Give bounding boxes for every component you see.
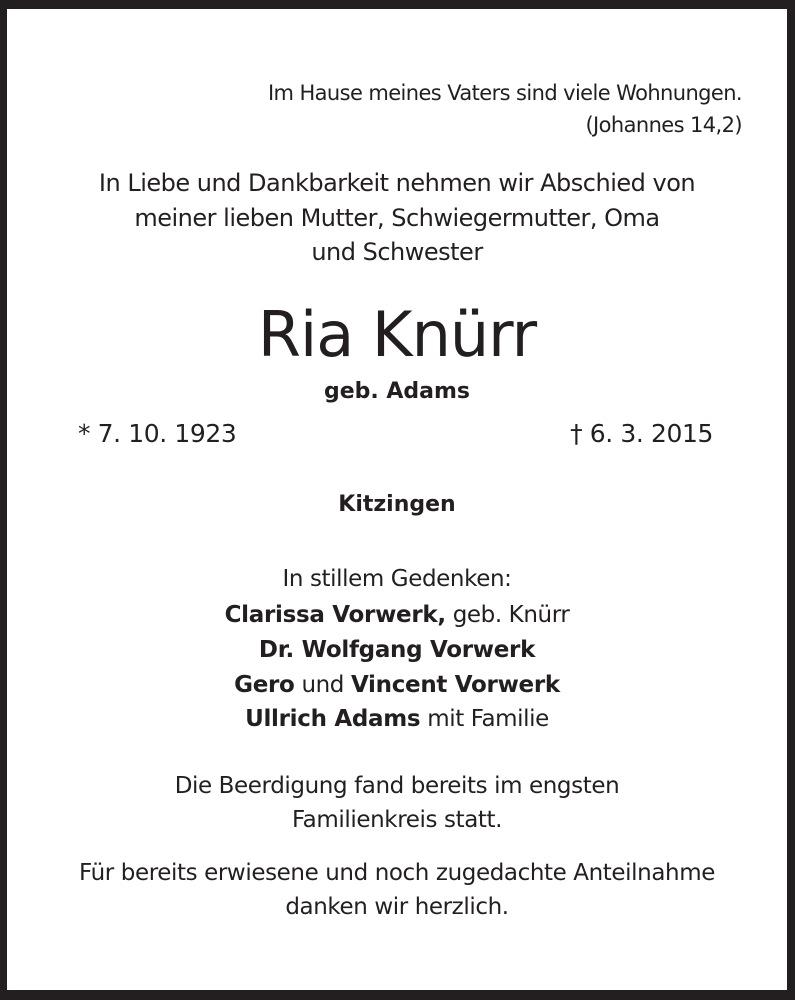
mourner-line-2 xyxy=(7,637,787,663)
mourner-line-3 xyxy=(7,672,787,698)
verse-reference: (Johannes 14,2) xyxy=(585,113,742,137)
mourner-note: geb. Knürr xyxy=(445,602,570,628)
intro-line-1: In Liebe und Dankbarkeit nehmen wir Abschied von xyxy=(98,169,696,197)
obituary-notice xyxy=(7,9,787,990)
thanks-line-1: Für bereits erwiesene und noch zugedachte Anteilnahme xyxy=(79,860,715,886)
intro-line-2: meiner lieben Mutter, Schwiegermutter, Oma xyxy=(134,204,660,232)
mourner-name: Vincent Vorwerk xyxy=(350,672,560,698)
funeral-note-line-1: Die Beerdigung fand bereits im engsten xyxy=(174,773,620,799)
thanks-line-2: danken wir herzlich. xyxy=(285,894,509,920)
deceased-name: Ria Knürr xyxy=(257,298,537,371)
mourner-note: mit Familie xyxy=(420,706,549,732)
mourner-name: Clarissa Vorwerk, xyxy=(224,602,446,628)
birth-date: * 7. 10. 1923 xyxy=(78,419,237,448)
bible-verse: Im Hause meines Vaters sind viele Wohnungen. xyxy=(267,81,742,105)
mourner-name: Ullrich Adams xyxy=(245,706,421,732)
mourner-line-4 xyxy=(7,706,787,732)
maiden-name: geb. Adams xyxy=(323,379,471,404)
funeral-note-line-2: Familienkreis statt. xyxy=(291,807,503,833)
intro-line-3: und Schwester xyxy=(311,238,483,266)
mourner-name: Dr. Wolfgang Vorwerk xyxy=(258,637,536,663)
mourner-name: Gero xyxy=(234,672,295,698)
mourner-line-1 xyxy=(7,602,787,628)
mourner-conjunction: und xyxy=(294,672,351,698)
death-date: † 6. 3. 2015 xyxy=(570,419,713,448)
mourners-heading: In stillem Gedenken: xyxy=(282,566,512,592)
place: Kitzingen xyxy=(338,492,456,517)
